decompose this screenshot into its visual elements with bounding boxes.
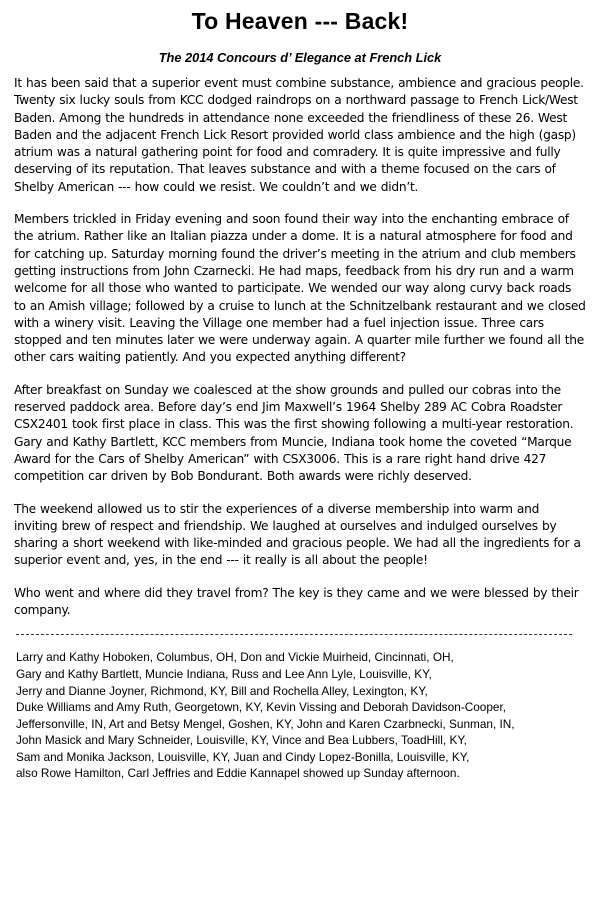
attendee-line: John Masick and Mary Schneider, Louisville, KY, Vince and Bea Lubbers, ToadHill, KY,: [16, 733, 467, 748]
attendee-line: Gary and Kathy Bartlett, Muncie Indiana, Russ and Lee Ann Lyle, Louisville, KY,: [16, 666, 432, 681]
article-title: To Heaven --- Back!: [191, 8, 409, 34]
attendee-list: [16, 649, 586, 782]
paragraph-weekend: The weekend allowed us to stir the experiences of a diverse membership into warm and inviting brew of respect and friendship. We laughed at ourselves and indulged ourselves by sharing a short weekend with like-minded and gracious people. We had all the ingredients for a superior event and, yes, in the end --- it really is all about the people!: [14, 501, 581, 568]
paragraph-friday-saturday: Members trickled in Friday evening and soon found their way into the enchanting embrace of the atrium. Rather like an Italian piazza under a dome. It is a natural atmosphere for food and for catching up. Saturday morning found the driver’s meeting in the atrium and club members getting instructions from John Czarnecki. He had maps, feedback from his dry run and a warm welcome for all those who wanted to participate. We wended our way along curvy back roads to an Amish village; followed by a cruise to lunch at the Schnitzelbank restaurant and we closed with a winery visit. Leaving the Village one member had a fuel injection issue. Three cars stopped and ten minutes later we were underway again. A quarter mile further we found all the other cars waiting patiently. And you expected anything different?: [14, 212, 586, 365]
attendee-line: Jerry and Dianne Joyner, Richmond, KY, Bill and Rochella Alley, Lexington, KY,: [16, 683, 428, 698]
paragraph-intro: It has been said that a superior event must combine substance, ambience and gracious people. Twenty six lucky souls from KCC dodged raindrops on a northward passage to French Lick/West Baden. Among the hundreds in attendance none exceeded the friendliness of these 26. West Baden and the adjacent French Lick Resort provided world class ambience and the high (gasp) atrium was a natural gathering point for food and comradery. It is quite impressive and fully deserving of its reputation. That leaves substance and with a theme focused on the cars of Shelby American --- how could we resist. We couldn’t and we didn’t.: [14, 76, 584, 194]
article-subtitle: The 2014 Concours d’ Elegance at French Lick: [158, 50, 442, 65]
attendee-line: Larry and Kathy Hoboken, Columbus, OH, Don and Vickie Muirheid, Cincinnati, OH,: [16, 650, 454, 665]
attendee-line: also Rowe Hamilton, Carl Jeffries and Eddie Kannapel showed up Sunday afternoon.: [16, 766, 460, 781]
attendee-line: Duke Williams and Amy Ruth, Georgetown, KY, Kevin Vissing and Deborah Davidson-Cooper,: [16, 700, 507, 715]
dashed-divider: [16, 634, 572, 635]
paragraph-sunday: After breakfast on Sunday we coalesced at the show grounds and pulled our cobras into the reserved paddock area. Before day’s end Jim Maxwell’s 1964 Shelby 289 AC Cobra Roadster CSX2401 took first place in class. This was the first showing following a multi-year restoration. Gary and Kathy Bartlett, KCC members from Muncie, Indiana took home the coveted “Marque Award for the Cars of Shelby American” with CSX3006. This is a rare right hand drive 427 competition car driven by Bob Bondurant. Both awards were richly deserved.: [14, 382, 574, 484]
attendee-line: Sam and Monika Jackson, Louisville, KY, Juan and Cindy Lopez-Bonilla, Louisville, KY,: [16, 749, 470, 764]
paragraph-who-went: Who went and where did they travel from? The key is they came and we were blessed by their company.: [14, 585, 579, 618]
attendee-line: Jeffersonville, IN, Art and Betsy Mengel, Goshen, KY, John and Karen Czarbnecki, Sunman, IN,: [16, 716, 515, 731]
